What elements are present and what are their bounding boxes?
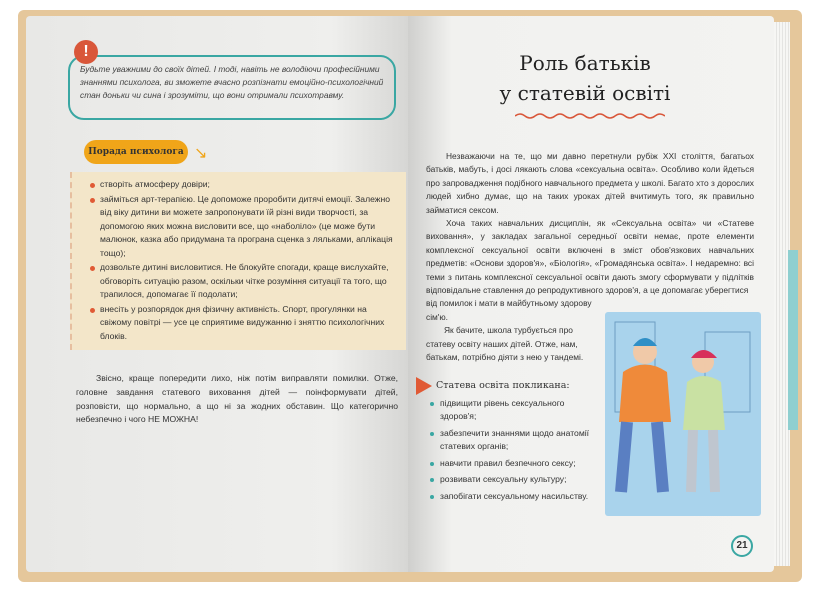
arrow-right-icon [416,377,432,395]
paragraph-continuation: від помилок і мати в майбутньому здорову сім'ю. [426,298,592,322]
left-column [68,55,406,427]
page-number: 21 [731,535,753,557]
tips-list [70,172,406,350]
psychologist-tip-badge: Порада психолога [84,140,188,164]
goals-header [416,377,602,397]
title-line: Роль батьків [519,51,651,75]
warning-box [68,55,396,120]
left-body-text: Звісно, краще попередити лихо, ніж потім виправляти помилки. Отже, головне завдання статевого виховання дітей — поінформувати дітей, розповісти, що нормально, а що ні за жодних обставин. Що категорично небезпечно і чого НЕ МОЖНА! [76,373,398,425]
title-line: у статевій освіті [499,81,671,105]
chapter-title [440,48,730,108]
goals-section [416,377,602,504]
curved-arrow-icon: ↘ [194,145,208,162]
goal-item: забезпечити знаннями щодо анатомії статевих органів; [430,427,600,454]
wavy-underline [515,112,665,120]
right-body-text-2 [426,297,598,364]
badge-row [68,120,406,172]
goal-item: навчити правил безпечного сексу; [430,457,600,471]
paragraph: Хоча таких навчальних дисциплін, як «Сексуальна освіта» чи «Статеве виховання», у закладах загальної середньої освіти немає, проте елементи комплексної сексуальної освіти включені в зміст обов'язкових навчальних предметів: «Основи здоров'я», «Біологія», «Громадянська освіта». І недаремно: всі теми з питань комплексної сексуальної освіти дають змогу сформувати у підлітків відповідальне ставлення до репродуктивного здоров'я, а це допомагає уберегтися [426,218,754,296]
warning-text: Будьте уважними до своїх дітей. І тоді, навіть не володіючи професійними знаннями психолога, ви зможете вчасно розпізнати емоційно-психологічний стан доньки чи сина і зрозуміти, що вони отримали психотравму. [80,64,384,100]
goals-list [430,397,600,504]
goal-item: розвивати сексуальну культуру; [430,473,600,487]
tip-item: створіть атмосферу довіри; [90,178,396,192]
paragraph: Незважаючи на те, що ми давно перетнули рубіж XXI століття, багатьох батьків, мабуть, і досі лякають слова «сексуальна освіта». Особливо коли йдеться про запровадження подібного навчального предмета у школі. Багато хто з дорослих людей хибно думає, що на таких уроках дітей вчитимуть того, як правильно займатися сексом. [426,151,754,215]
goals-title: Статева освіта покликана: [436,379,570,391]
exclamation-icon: ! [74,40,98,64]
tip-item: внесіть у розпорядок дня фізичну активність. Спорт, прогулянки на свіжому повітрі — усе це сприятиме видужанню і зняттю психологічних блоків. [90,303,396,344]
paragraph: Як бачите, школа турбується про статеву освіту наших дітей. Отже, нам, батькам, потрібно діяти з нею у тандемі. [426,325,584,363]
right-column [426,150,754,507]
goal-item: підвищити рівень сексуального здоров'я; [430,397,600,424]
tip-item: займіться арт-терапією. Це допоможе проробити дитячі емоції. Залежно від віку дитини ви можете запропонувати їй різні види творчості, за допомогою яких можна висловити все, що «наболіло» (це може бути малюнок, казка або придумана та програна сценка з ляльками, аплікація тощо); [90,193,396,261]
goal-item: запобігати сексуальному насильству. [430,490,600,504]
bookmark-tab [788,250,798,430]
right-body-text [426,150,754,297]
tip-item: дозвольте дитині висловитися. Не блокуйте спогади, краще вислухайте, обговоріть ситуацію разом, оскільки чітке розуміння ситуації та того, що трапилося, допомагає її подолати; [90,261,396,302]
